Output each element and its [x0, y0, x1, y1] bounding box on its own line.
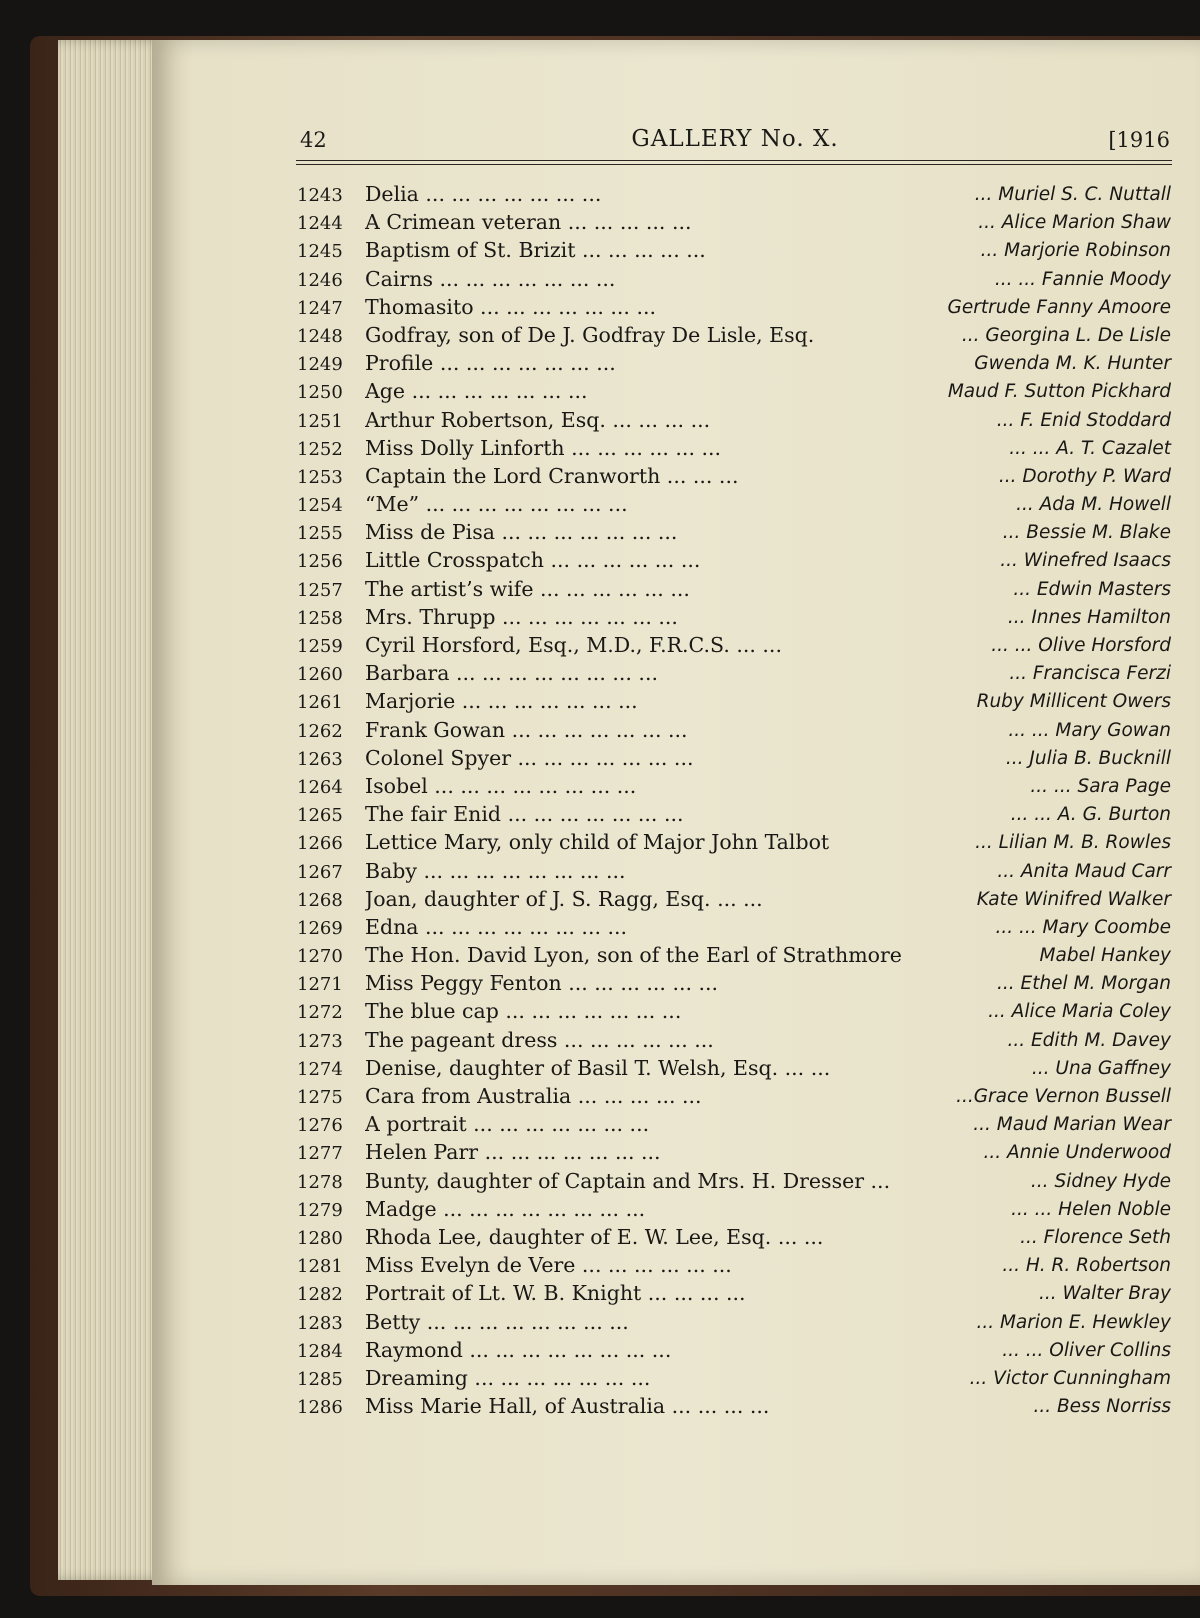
- entry-number: 1268: [297, 889, 343, 911]
- entry-artist: ... Lilian M. B. Rowles: [975, 832, 1171, 854]
- entry-title: Miss Evelyn de Vere ... ... ... ... ... ...: [365, 1253, 732, 1278]
- entry-title: The fair Enid ... ... ... ... ... ... ...: [365, 802, 684, 827]
- entry-title: The blue cap ... ... ... ... ... ... ...: [365, 999, 682, 1024]
- catalogue-entry: [290, 999, 1175, 1027]
- catalogue-entry: [290, 1028, 1175, 1056]
- entry-number: 1278: [297, 1171, 343, 1193]
- entry-number: 1256: [297, 551, 343, 573]
- entry-title: Mrs. Thrupp ... ... ... ... ... ... ...: [365, 604, 678, 629]
- entry-title: A Crimean veteran ... ... ... ... ...: [365, 210, 692, 235]
- entry-artist: Mabel Hankey: [1039, 945, 1171, 967]
- catalogue-entry: [290, 1056, 1175, 1084]
- entry-number: 1269: [297, 917, 343, 939]
- entry-number: 1273: [297, 1030, 343, 1052]
- entry-number: 1252: [297, 438, 343, 460]
- entry-artist: ... Muriel S. C. Nuttall: [974, 184, 1171, 205]
- entry-artist: ... Marion E. Hewkley: [976, 1311, 1171, 1333]
- entry-number: 1270: [297, 946, 343, 968]
- entry-title: The pageant dress ... ... ... ... ... ...: [365, 1027, 714, 1052]
- entry-number: 1266: [297, 833, 343, 855]
- catalogue-entry: [290, 323, 1175, 351]
- entry-artist: ... Sidney Hyde: [1030, 1170, 1171, 1192]
- entry-number: 1265: [297, 805, 343, 827]
- entry-artist: ... Ethel M. Morgan: [996, 973, 1171, 995]
- entry-number: 1285: [297, 1368, 343, 1390]
- catalogue-entry: [290, 1310, 1175, 1338]
- entry-artist: ... Innes Hamilton: [1007, 606, 1171, 628]
- entry-title: Rhoda Lee, daughter of E. W. Lee, Esq. ... ...: [365, 1224, 824, 1249]
- entry-title: Profile ... ... ... ... ... ... ...: [365, 351, 616, 376]
- entry-title: Cara from Australia ... ... ... ... ...: [365, 1084, 702, 1108]
- entry-title: Cairns ... ... ... ... ... ... ...: [365, 266, 616, 291]
- entry-artist: Kate Winifred Walker: [976, 888, 1171, 910]
- catalogue-entry: [290, 1140, 1175, 1168]
- page-number: 42: [300, 128, 327, 152]
- catalogue-entry: [290, 548, 1175, 576]
- catalogue-list: [290, 182, 1175, 1422]
- entry-artist: ... F. Enid Stoddard: [996, 409, 1171, 431]
- catalogue-entry: [290, 436, 1175, 464]
- catalogue-entry: [290, 1112, 1175, 1140]
- catalogue-entry: [290, 1225, 1175, 1253]
- entry-number: 1271: [297, 974, 343, 996]
- year-label: [1916: [1108, 128, 1170, 152]
- catalogue-entry: [290, 1253, 1175, 1281]
- entry-artist: ... ... Helen Noble: [1011, 1198, 1171, 1220]
- entry-title: Edna ... ... ... ... ... ... ... ...: [365, 914, 628, 939]
- entry-number: 1263: [297, 748, 343, 770]
- entry-number: 1248: [297, 325, 343, 347]
- entry-artist: ... ... Oliver Collins: [1002, 1339, 1171, 1361]
- entry-title: Dreaming ... ... ... ... ... ... ...: [365, 1365, 651, 1390]
- entry-title: Frank Gowan ... ... ... ... ... ... ...: [365, 717, 688, 742]
- entry-artist: ... Alice Marion Shaw: [978, 212, 1171, 234]
- catalogue-entry: [290, 577, 1175, 605]
- catalogue-entry: [290, 1338, 1175, 1366]
- catalogue-entry: [290, 408, 1175, 436]
- entry-number: 1258: [297, 607, 343, 629]
- catalogue-entry: [290, 1197, 1175, 1225]
- entry-artist: Gertrude Fanny Amoore: [947, 296, 1171, 318]
- entry-number: 1272: [297, 1002, 343, 1024]
- entry-number: 1286: [297, 1397, 343, 1419]
- entry-artist: ... Anita Maud Carr: [997, 860, 1171, 882]
- gallery-title: GALLERY No. X.: [631, 126, 839, 152]
- catalogue-entry: [290, 1084, 1175, 1112]
- entry-number: 1253: [297, 466, 343, 488]
- entry-artist: ... Edwin Masters: [1013, 578, 1171, 600]
- catalogue-entry: [290, 1169, 1175, 1197]
- catalogue-entry: [290, 1394, 1175, 1422]
- entry-artist: ... Victor Cunningham: [969, 1367, 1171, 1389]
- catalogue-entry: [290, 238, 1175, 266]
- entry-number: 1243: [297, 185, 343, 206]
- catalogue-entry: [290, 1281, 1175, 1309]
- entry-artist: ... ... Sara Page: [1030, 775, 1171, 797]
- entry-number: 1251: [297, 410, 343, 432]
- entry-number: 1261: [297, 692, 343, 714]
- entry-title: Miss Dolly Linforth ... ... ... ... ... ...: [365, 435, 722, 460]
- entry-title: Colonel Spyer ... ... ... ... ... ... ...: [365, 745, 694, 770]
- catalogue-entry: [290, 661, 1175, 689]
- catalogue-entry: [290, 464, 1175, 492]
- entry-title: Denise, daughter of Basil T. Welsh, Esq. ... ...: [365, 1055, 831, 1080]
- entry-artist: ... Maud Marian Wear: [973, 1114, 1171, 1136]
- entry-artist: ... ... Mary Gowan: [1008, 719, 1171, 741]
- entry-title: Marjorie ... ... ... ... ... ... ...: [365, 689, 638, 714]
- header-rule-top: [296, 160, 1172, 161]
- entry-number: 1279: [297, 1199, 343, 1221]
- catalogue-entry: [290, 633, 1175, 661]
- catalogue-entry: [290, 605, 1175, 633]
- entry-title: Cyril Horsford, Esq., M.D., F.R.C.S. ... ...: [365, 633, 782, 657]
- entry-title: Joan, daughter of J. S. Ragg, Esq. ... ...: [365, 886, 763, 911]
- entry-artist: ... Bessie M. Blake: [1002, 522, 1171, 544]
- entry-title: Miss Marie Hall, of Australia ... ... ... ...: [365, 1394, 770, 1419]
- entry-artist: ... Alice Maria Coley: [988, 1001, 1171, 1023]
- entry-number: 1247: [297, 297, 343, 319]
- catalogue-entry: [290, 210, 1175, 238]
- catalogue-entry: [290, 520, 1175, 548]
- entry-number: 1259: [297, 636, 343, 657]
- entry-title: Betty ... ... ... ... ... ... ... ...: [365, 1309, 629, 1334]
- entry-artist: ... Dorothy P. Ward: [998, 465, 1171, 487]
- entry-artist: ... Francisca Ferzi: [1009, 663, 1171, 685]
- entry-artist: ... ... Mary Coombe: [995, 916, 1171, 938]
- entry-artist: ... ... Fannie Moody: [994, 268, 1171, 290]
- header-rule-bottom: [296, 164, 1172, 165]
- entry-artist: ... ... Olive Horsford: [991, 635, 1171, 656]
- entry-number: 1284: [297, 1340, 343, 1362]
- entry-number: 1250: [297, 382, 343, 404]
- entry-title: Isobel ... ... ... ... ... ... ... ...: [365, 773, 637, 798]
- entry-number: 1244: [297, 213, 343, 235]
- entry-title: Madge ... ... ... ... ... ... ... ...: [365, 1196, 646, 1221]
- entry-title: “Me” ... ... ... ... ... ... ... ...: [365, 492, 628, 517]
- entry-artist: ... Florence Seth: [1020, 1226, 1171, 1248]
- entry-number: 1275: [297, 1087, 343, 1108]
- catalogue-entry: [290, 689, 1175, 717]
- entry-number: 1282: [297, 1284, 343, 1306]
- entry-title: Godfray, son of De J. Godfray De Lisle, Esq.: [365, 322, 815, 347]
- entry-artist: ... Georgina L. De Lisle: [961, 324, 1171, 346]
- entry-title: Little Crosspatch ... ... ... ... ... ...: [365, 548, 701, 573]
- entry-artist: ... ... A. G. Burton: [1010, 804, 1171, 826]
- catalogue-entry: [290, 718, 1175, 746]
- entry-title: The Hon. David Lyon, son of the Earl of Strathmore: [365, 943, 902, 968]
- entry-artist: ... Winefred Isaacs: [1000, 550, 1171, 572]
- entry-title: Lettice Mary, only child of Major John Talbot: [365, 830, 830, 855]
- entry-number: 1262: [297, 720, 343, 742]
- catalogue-entry: [290, 943, 1175, 971]
- entry-title: Raymond ... ... ... ... ... ... ... ...: [365, 1337, 672, 1362]
- entry-title: Arthur Robertson, Esq. ... ... ... ...: [365, 407, 711, 432]
- entry-artist: Maud F. Sutton Pickhard: [947, 381, 1171, 403]
- entry-artist: ... Walter Bray: [1039, 1283, 1171, 1305]
- catalogue-entry: [290, 774, 1175, 802]
- entry-title: Baby ... ... ... ... ... ... ... ...: [365, 858, 626, 883]
- entry-artist: ... H. R. Robertson: [1002, 1255, 1171, 1277]
- entry-number: 1274: [297, 1058, 343, 1080]
- entry-artist: Ruby Millicent Owers: [976, 691, 1171, 713]
- entry-title: Helen Parr ... ... ... ... ... ... ...: [365, 1140, 661, 1165]
- entry-artist: ...Grace Vernon Bussell: [956, 1086, 1171, 1107]
- catalogue-entry: [290, 351, 1175, 379]
- entry-number: 1257: [297, 579, 343, 601]
- entry-title: Bunty, daughter of Captain and Mrs. H. Dresser ...: [365, 1168, 891, 1193]
- entry-title: Portrait of Lt. W. B. Knight ... ... ... ...: [365, 1281, 746, 1306]
- catalogue-entry: [290, 971, 1175, 999]
- catalogue-entry: [290, 915, 1175, 943]
- catalogue-entry: [290, 1366, 1175, 1394]
- catalogue-entry: [290, 182, 1175, 210]
- entry-number: 1267: [297, 861, 343, 883]
- entry-number: 1254: [297, 495, 343, 517]
- entry-title: Baptism of St. Brizit ... ... ... ... ...: [365, 238, 706, 263]
- entry-title: The artist’s wife ... ... ... ... ... ...: [365, 576, 690, 601]
- entry-number: 1281: [297, 1256, 343, 1278]
- entry-artist: ... Bess Norriss: [1033, 1396, 1171, 1418]
- page-header: [300, 124, 1170, 164]
- entry-number: 1249: [297, 354, 343, 376]
- entry-title: A portrait ... ... ... ... ... ... ...: [365, 1112, 650, 1137]
- entry-title: Age ... ... ... ... ... ... ...: [365, 379, 588, 404]
- entry-number: 1280: [297, 1227, 343, 1249]
- entry-title: Miss de Pisa ... ... ... ... ... ... ...: [365, 520, 678, 545]
- entry-number: 1277: [297, 1143, 343, 1165]
- entry-number: 1283: [297, 1312, 343, 1334]
- catalogue-entry: [290, 492, 1175, 520]
- entry-title: Thomasito ... ... ... ... ... ... ...: [365, 294, 656, 319]
- entry-number: 1260: [297, 664, 343, 686]
- catalogue-entry: [290, 295, 1175, 323]
- entry-artist: ... Julia B. Bucknill: [1005, 747, 1171, 769]
- entry-artist: Gwenda M. K. Hunter: [974, 353, 1171, 375]
- entry-number: 1246: [297, 269, 343, 291]
- entry-artist: ... ... A. T. Cazalet: [1009, 437, 1171, 459]
- entry-number: 1255: [297, 523, 343, 545]
- catalogue-entry: [290, 379, 1175, 407]
- entry-title: Delia ... ... ... ... ... ... ...: [365, 182, 602, 206]
- entry-number: 1245: [297, 241, 343, 263]
- entry-title: Miss Peggy Fenton ... ... ... ... ... ...: [365, 971, 719, 996]
- catalogue-entry: [290, 830, 1175, 858]
- entry-artist: ... Annie Underwood: [983, 1142, 1171, 1164]
- catalogue-entry: [290, 267, 1175, 295]
- entry-artist: ... Marjorie Robinson: [980, 240, 1171, 262]
- entry-title: Captain the Lord Cranworth ... ... ...: [365, 463, 739, 488]
- entry-title: Barbara ... ... ... ... ... ... ... ...: [365, 661, 658, 686]
- catalogue-entry: [290, 887, 1175, 915]
- entry-artist: ... Ada M. Howell: [1016, 494, 1171, 516]
- entry-artist: ... Edith M. Davey: [1007, 1029, 1171, 1051]
- entry-number: 1276: [297, 1115, 343, 1137]
- entry-artist: ... Una Gaffney: [1031, 1057, 1171, 1079]
- catalogue-entry: [290, 746, 1175, 774]
- catalogue-entry: [290, 859, 1175, 887]
- catalogue-entry: [290, 802, 1175, 830]
- entry-number: 1264: [297, 776, 343, 798]
